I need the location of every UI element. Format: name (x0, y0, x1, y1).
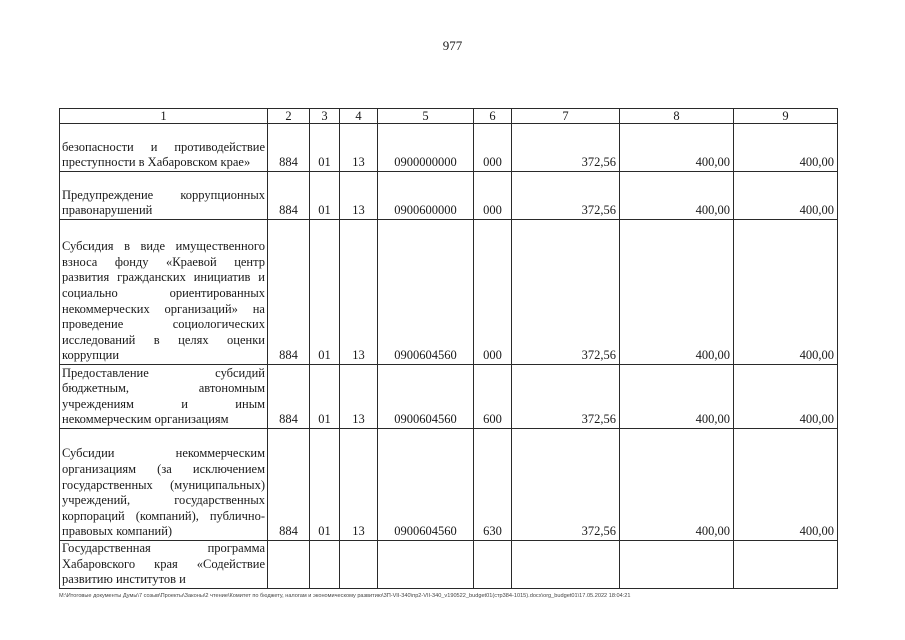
cell-subsection: 13 (340, 365, 378, 429)
cell-amount-3: 400,00 (734, 429, 838, 541)
table-row (60, 541, 838, 589)
cell-ministry-code (268, 541, 310, 589)
cell-amount-2: 400,00 (620, 429, 734, 541)
footer-file-path: М:\Итоговые документы Думы\7 созыв\Проекты\Законы\2 чтение\Комитет по бюджету, налогам и экономическому развитию\3П-VII-340\пр2-VII-340_v190522_budget01(стр384-1015).docx\org_budget01\17.05.2022 18:04:21 (59, 593, 631, 599)
cell-amount-1: 372,56 (512, 172, 620, 220)
cell-amount-1: 372,56 (512, 124, 620, 172)
column-header: 3 (310, 109, 340, 124)
cell-subsection (340, 541, 378, 589)
row-name: Государственная программа Хабаровского края «Содействие развитию институтов и (60, 541, 268, 589)
cell-ministry-code: 884 (268, 365, 310, 429)
cell-target-article (378, 541, 474, 589)
budget-table (59, 108, 838, 589)
cell-amount-1: 372,56 (512, 365, 620, 429)
cell-target-article: 0900000000 (378, 124, 474, 172)
cell-amount-3: 400,00 (734, 220, 838, 365)
cell-target-article: 0900604560 (378, 365, 474, 429)
cell-section: 01 (310, 172, 340, 220)
cell-target-article: 0900604560 (378, 429, 474, 541)
cell-ministry-code: 884 (268, 124, 310, 172)
cell-target-article: 0900604560 (378, 220, 474, 365)
column-header: 7 (512, 109, 620, 124)
cell-section: 01 (310, 124, 340, 172)
cell-expense-type: 000 (474, 220, 512, 365)
column-header: 6 (474, 109, 512, 124)
cell-amount-3: 400,00 (734, 172, 838, 220)
column-header: 5 (378, 109, 474, 124)
cell-ministry-code: 884 (268, 220, 310, 365)
cell-expense-type (474, 541, 512, 589)
cell-amount-1 (512, 541, 620, 589)
column-header: 9 (734, 109, 838, 124)
cell-section (310, 541, 340, 589)
table-row (60, 220, 838, 365)
cell-amount-3: 400,00 (734, 365, 838, 429)
row-name: Субсидия в виде имущественного взноса фонду «Краевой центр развития гражданских инициатив и социально ориентированных некоммерческих организаций» на проведение социологических исследований в целях оценки коррупции (60, 220, 268, 365)
row-name: безопасности и противодействие преступности в Хабаровском крае» (60, 124, 268, 172)
table-row (60, 172, 838, 220)
column-header: 1 (60, 109, 268, 124)
page-number: 977 (442, 38, 463, 53)
cell-section: 01 (310, 220, 340, 365)
cell-amount-2: 400,00 (620, 365, 734, 429)
cell-subsection: 13 (340, 124, 378, 172)
cell-expense-type: 000 (474, 172, 512, 220)
cell-amount-2: 400,00 (620, 124, 734, 172)
cell-ministry-code: 884 (268, 172, 310, 220)
row-name: Субсидии некоммерческим организациям (за исключением государственных (муниципальных) учреждений, государственных корпораций (компаний), публично-правовых компаний) (60, 429, 268, 541)
cell-amount-2: 400,00 (620, 220, 734, 365)
column-header: 4 (340, 109, 378, 124)
table-row (60, 124, 838, 172)
row-name: Предоставление субсидий бюджетным, автономным учреждениям и иным некоммерческим организациям (60, 365, 268, 429)
cell-amount-3 (734, 541, 838, 589)
column-header: 2 (268, 109, 310, 124)
cell-expense-type: 000 (474, 124, 512, 172)
cell-subsection: 13 (340, 172, 378, 220)
cell-amount-2: 400,00 (620, 172, 734, 220)
cell-amount-1: 372,56 (512, 220, 620, 365)
row-name: Предупреждение коррупционных правонарушений (60, 172, 268, 220)
cell-amount-2 (620, 541, 734, 589)
column-header: 8 (620, 109, 734, 124)
cell-expense-type: 630 (474, 429, 512, 541)
cell-amount-3: 400,00 (734, 124, 838, 172)
table-row (60, 365, 838, 429)
cell-amount-1: 372,56 (512, 429, 620, 541)
cell-section: 01 (310, 365, 340, 429)
table-row (60, 429, 838, 541)
cell-section: 01 (310, 429, 340, 541)
cell-subsection: 13 (340, 429, 378, 541)
column-number-row (60, 109, 838, 124)
cell-ministry-code: 884 (268, 429, 310, 541)
cell-target-article: 0900600000 (378, 172, 474, 220)
cell-subsection: 13 (340, 220, 378, 365)
cell-expense-type: 600 (474, 365, 512, 429)
